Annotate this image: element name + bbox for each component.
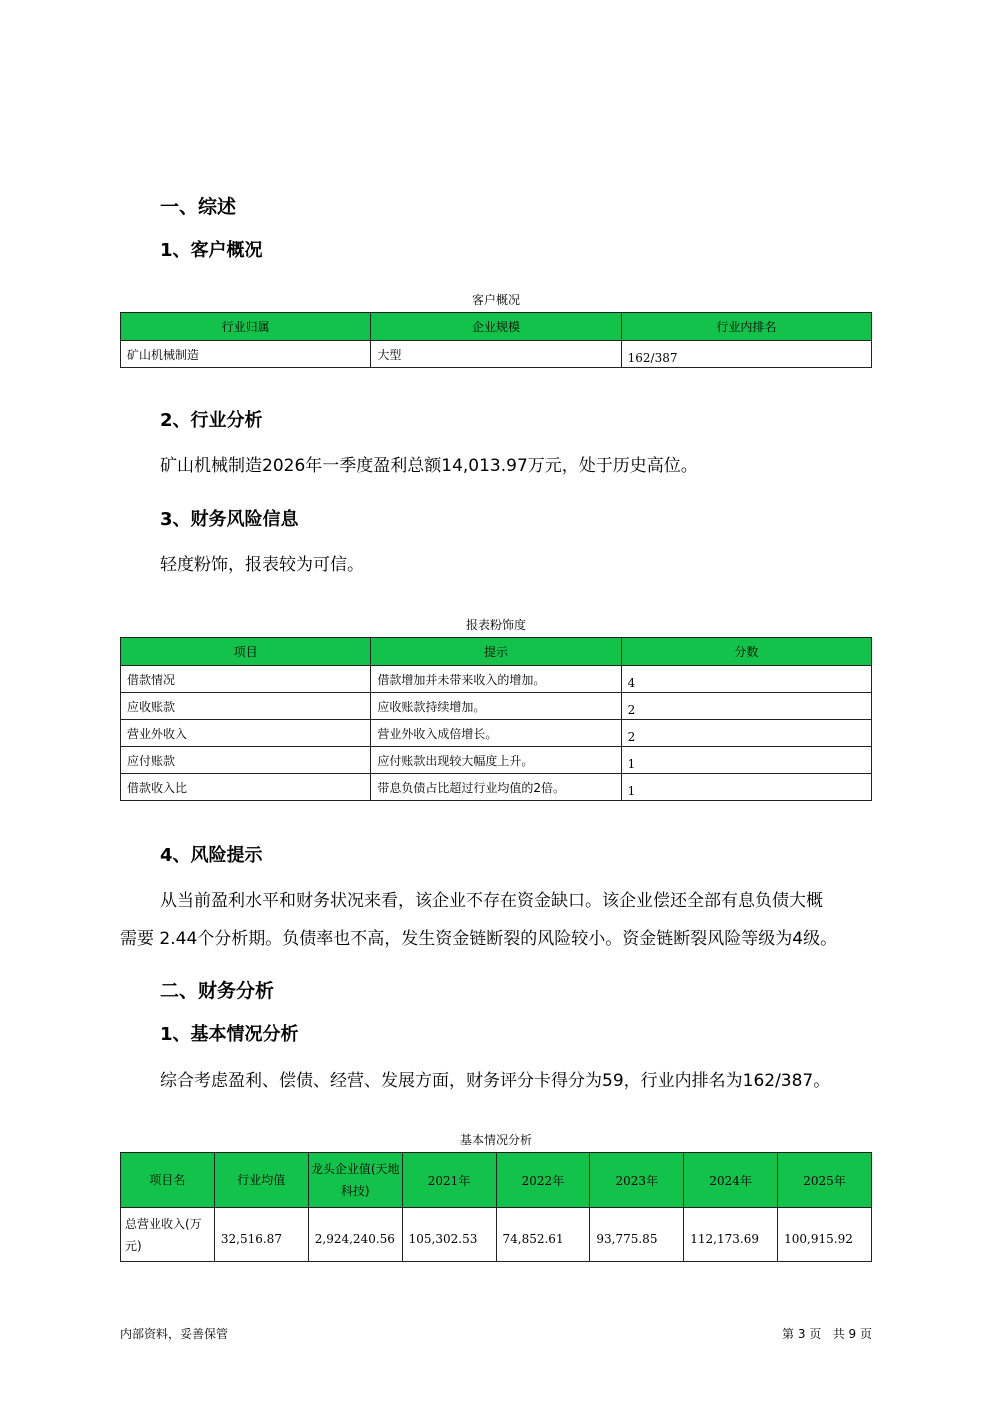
- table-cell: 应付账款: [121, 747, 371, 774]
- table-header: 龙头企业值(天地科技): [308, 1153, 402, 1208]
- table-cell: 大型: [371, 341, 621, 368]
- table-header: 提示: [371, 638, 621, 666]
- table-cell: 100,915.92: [778, 1208, 872, 1262]
- industry-analysis-text: 矿山机械制造2026年一季度盈利总额14,013.97万元，处于历史高位。: [160, 456, 698, 476]
- table-cell: 74,852.61: [496, 1208, 590, 1262]
- table-cell: 带息负债占比超过行业均值的2倍。: [371, 774, 621, 801]
- table-header: 行业均值: [214, 1153, 308, 1208]
- table-header: 2024年: [684, 1153, 778, 1208]
- table-cell: 应收账款持续增加。: [371, 693, 621, 720]
- table-cell: 营业外收入成倍增长。: [371, 720, 621, 747]
- section-heading-financial-analysis: 二、财务分析: [160, 980, 275, 1002]
- basic-analysis-table: [120, 1152, 872, 1262]
- table-header: 项目名: [121, 1153, 215, 1208]
- table-header: 行业归属: [121, 313, 371, 341]
- table-cell: 93,775.85: [590, 1208, 684, 1262]
- footer-confidential-note: 内部资料，妥善保管: [120, 1327, 229, 1341]
- whitewash-table: [120, 637, 872, 801]
- subheading-basic-analysis: 1、基本情况分析: [160, 1024, 299, 1045]
- table-cell: 应收账款: [121, 693, 371, 720]
- subheading-risk-tip: 4、风险提示: [160, 845, 263, 866]
- financial-risk-text: 轻度粉饰，报表较为可信。: [160, 555, 364, 575]
- table-cell: 2: [621, 693, 871, 720]
- table-cell: 营业外收入: [121, 720, 371, 747]
- table-header: 行业内排名: [621, 313, 871, 341]
- section-heading-overview: 一、综述: [160, 196, 237, 218]
- subheading-financial-risk: 3、财务风险信息: [160, 509, 299, 530]
- table-cell: 2,924,240.56: [308, 1208, 402, 1262]
- table-row: [121, 747, 872, 774]
- table-cell: 4: [621, 666, 871, 693]
- basic-table-caption: 基本情况分析: [459, 1133, 532, 1147]
- table-cell: 应付账款出现较大幅度上升。: [371, 747, 621, 774]
- footer-page-number: 第 3 页 共 9 页: [782, 1327, 872, 1341]
- risk-tip-text-line2: 需要 2.44个分析期。负债率也不高，发生资金链断裂的风险较小。资金链断裂风险等级为4级。: [120, 929, 838, 949]
- table-cell: 总营业收入(万元): [121, 1208, 215, 1262]
- table-row: [121, 666, 872, 693]
- overview-table: [120, 312, 872, 368]
- table-cell: 1: [621, 747, 871, 774]
- risk-tip-text-line1: 从当前盈利水平和财务状况来看，该企业不存在资金缺口。该企业偿还全部有息负债大概: [160, 891, 823, 911]
- table-header: 2025年: [778, 1153, 872, 1208]
- table-cell: 105,302.53: [402, 1208, 496, 1262]
- table-row: [121, 1208, 872, 1262]
- table-cell: 1: [621, 774, 871, 801]
- table-cell: 借款收入比: [121, 774, 371, 801]
- table-cell: 162/387: [621, 341, 871, 368]
- table-row: [121, 774, 872, 801]
- table-header: 项目: [121, 638, 371, 666]
- table-header: 分数: [621, 638, 871, 666]
- table-cell: 112,173.69: [684, 1208, 778, 1262]
- table-cell: 借款情况: [121, 666, 371, 693]
- table-row: [121, 341, 872, 368]
- basic-analysis-text: 综合考虑盈利、偿债、经营、发展方面，财务评分卡得分为59，行业内排名为162/387。: [160, 1071, 831, 1091]
- table-row: [121, 693, 872, 720]
- table-cell: 32,516.87: [214, 1208, 308, 1262]
- table-header: 2022年: [496, 1153, 590, 1208]
- table-cell: 2: [621, 720, 871, 747]
- overview-table-caption: 客户概况: [471, 293, 520, 307]
- table-cell: 借款增加并未带来收入的增加。: [371, 666, 621, 693]
- table-header: 企业规模: [371, 313, 621, 341]
- whitewash-table-caption: 报表粉饰度: [465, 618, 526, 632]
- subheading-customer-overview: 1、客户概况: [160, 240, 263, 261]
- table-row: [121, 720, 872, 747]
- table-header: 2021年: [402, 1153, 496, 1208]
- subheading-industry-analysis: 2、行业分析: [160, 410, 263, 431]
- table-cell: 矿山机械制造: [121, 341, 371, 368]
- table-header: 2023年: [590, 1153, 684, 1208]
